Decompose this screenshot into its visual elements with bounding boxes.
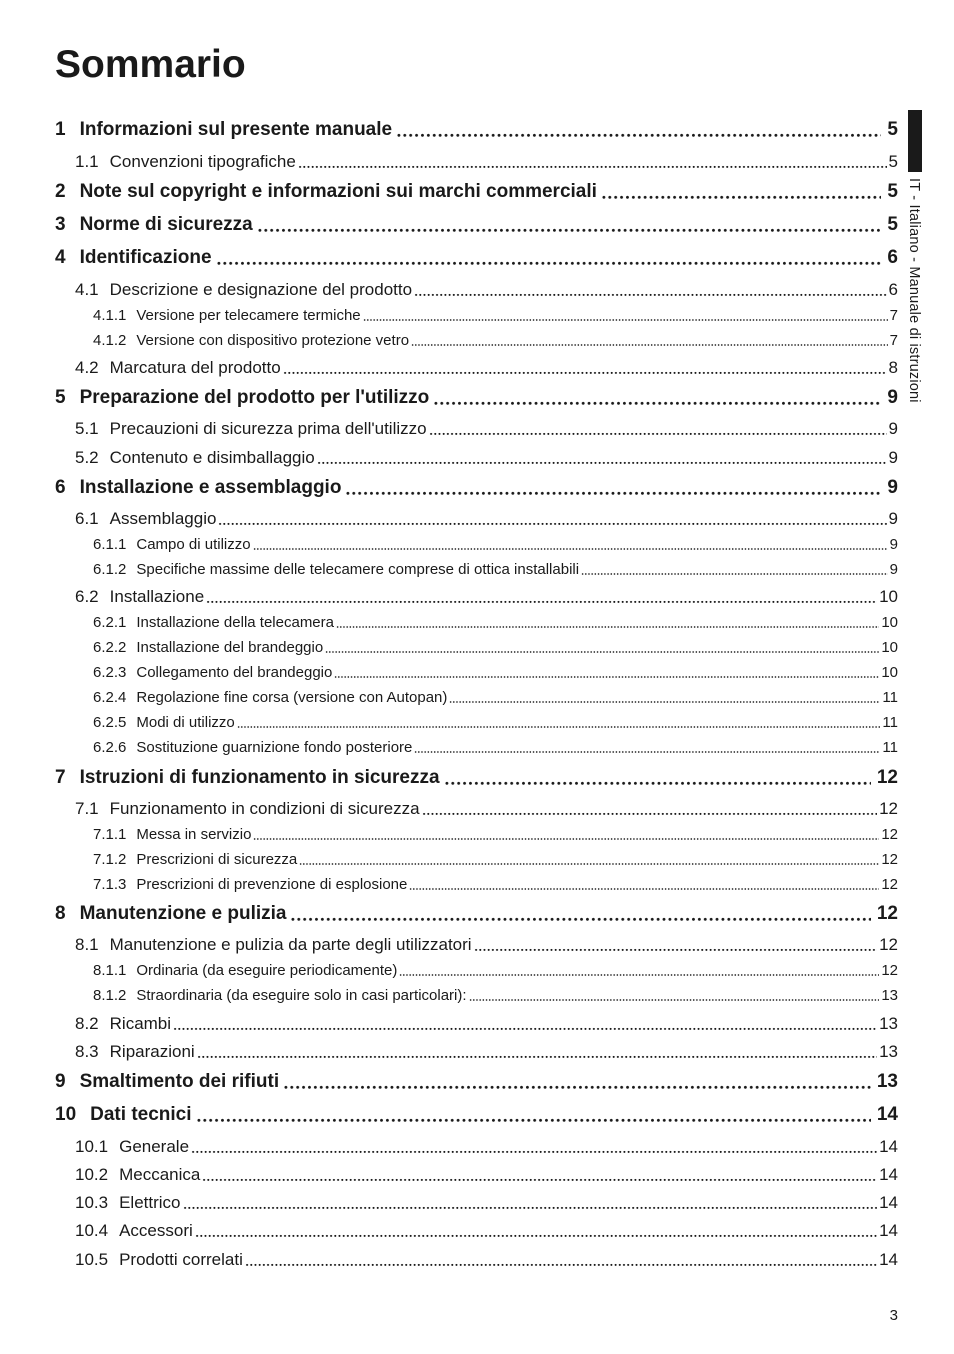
dot-leader — [409, 872, 879, 897]
dot-leader — [601, 176, 882, 208]
toc-chapter-1 — [55, 114, 898, 146]
toc-page-number: 12 — [876, 903, 898, 924]
toc-section-10-5 — [75, 1247, 898, 1273]
toc-subsection-6-2-1 — [93, 610, 898, 635]
toc-number: 6.2.5 — [93, 714, 127, 732]
toc-title: Identificazione — [79, 247, 212, 269]
dot-leader — [196, 1099, 871, 1131]
dot-leader — [183, 1190, 878, 1216]
toc-section-10-1 — [75, 1134, 898, 1160]
toc-title: Smaltimento dei rifiuti — [79, 1071, 280, 1092]
toc-title: Versione con dispositivo protezione vetro — [136, 331, 410, 349]
dot-leader — [298, 149, 887, 175]
toc-number: 5.1 — [75, 419, 99, 439]
toc-number: 4.2 — [75, 357, 99, 377]
toc-number: 7.1.2 — [93, 850, 127, 868]
dot-leader — [581, 557, 888, 582]
toc-page-number: 9 — [889, 536, 898, 553]
toc-title: Generale — [119, 1136, 190, 1156]
toc-page-number: 5 — [887, 180, 898, 202]
toc-title: Dati tecnici — [90, 1104, 192, 1126]
toc-title: Regolazione fine corsa (versione con Autopan) — [136, 689, 448, 707]
toc-page-number: 13 — [881, 987, 898, 1005]
toc-number: 2 — [55, 180, 66, 202]
dot-leader — [173, 1011, 877, 1037]
toc-subsection-7-1-1 — [93, 822, 898, 847]
toc-section-1-1 — [75, 149, 898, 175]
dot-leader — [474, 932, 877, 958]
toc-page-number: 9 — [887, 476, 898, 498]
toc-page-number: 9 — [888, 509, 898, 528]
toc-page-number: 14 — [879, 1249, 898, 1269]
toc-page-number: 12 — [879, 798, 898, 818]
toc-number: 6.2.6 — [93, 739, 127, 757]
toc-number: 6.1 — [75, 509, 99, 528]
dot-leader — [411, 328, 888, 353]
toc-subsection-6-1-1 — [93, 532, 898, 557]
toc-number: 7.1 — [75, 798, 99, 818]
toc-subsection-7-1-3 — [93, 872, 898, 897]
dot-leader — [399, 958, 879, 983]
toc-page-number: 13 — [879, 1041, 898, 1061]
dot-leader — [245, 1247, 877, 1273]
toc-section-10-3 — [75, 1190, 898, 1216]
toc-number: 6.1.1 — [93, 536, 127, 553]
toc-number: 8.1.1 — [93, 962, 127, 980]
toc-number: 4.1 — [75, 279, 99, 299]
dot-leader — [237, 710, 881, 735]
toc-title: Ricambi — [109, 1013, 172, 1033]
toc-section-8-2 — [75, 1011, 898, 1037]
dot-leader — [197, 1039, 877, 1065]
dot-leader — [396, 114, 881, 146]
toc-number: 4.1.2 — [93, 331, 127, 349]
toc-page-number: 14 — [879, 1164, 898, 1184]
toc-page-number: 10 — [881, 664, 898, 682]
toc-section-6-2 — [75, 584, 898, 610]
toc-number: 6.2.4 — [93, 689, 127, 707]
toc-number: 10.5 — [75, 1249, 109, 1269]
dot-leader — [257, 209, 882, 241]
toc-title: Straordinaria (da eseguire solo in casi particolari): — [136, 987, 467, 1005]
dot-leader — [429, 416, 887, 442]
toc-number: 7.1.3 — [93, 875, 127, 893]
toc-number: 5 — [55, 387, 66, 408]
dot-leader — [253, 532, 888, 557]
toc-page-number: 6 — [888, 279, 898, 299]
toc-page-number: 10 — [879, 587, 898, 607]
toc-page-number: 9 — [887, 387, 898, 408]
toc-title: Manutenzione e pulizia da parte degli utilizzatori — [109, 935, 472, 955]
toc-chapter-5 — [55, 382, 898, 414]
toc-title: Manutenzione e pulizia — [79, 903, 287, 924]
toc-subsection-7-1-2 — [93, 847, 898, 872]
page-number: 3 — [889, 1307, 898, 1324]
toc-page-number: 5 — [887, 214, 898, 235]
toc-subsection-6-2-2 — [93, 635, 898, 660]
toc-title: Descrizione e designazione del prodotto — [109, 279, 413, 299]
toc-title: Messa in servizio — [136, 825, 252, 843]
dot-leader — [414, 735, 880, 760]
toc-title: Precauzioni di sicurezza prima dell'utilizzo — [109, 419, 427, 439]
toc-number: 6.1.2 — [93, 561, 127, 578]
toc-title: Installazione — [109, 587, 205, 607]
toc-number: 8.1 — [75, 935, 99, 955]
toc-title: Funzionamento in condizioni di sicurezza — [109, 798, 420, 818]
dot-leader — [317, 445, 887, 471]
toc-number: 1 — [55, 119, 66, 141]
toc-page-number: 7 — [889, 306, 898, 324]
toc-page-number: 8 — [888, 357, 898, 377]
toc-number: 3 — [55, 214, 66, 235]
toc-title: Note sul copyright e informazioni sui marchi commerciali — [79, 180, 597, 202]
dot-leader — [191, 1134, 877, 1160]
toc-page-number: 12 — [881, 962, 898, 980]
toc-section-4-2 — [75, 355, 898, 381]
toc-page-number: 12 — [881, 875, 898, 893]
toc-number: 8.2 — [75, 1013, 99, 1033]
toc-page-number: 5 — [887, 119, 898, 141]
toc-title: Collegamento del brandeggio — [136, 664, 333, 682]
toc-page-number: 14 — [879, 1193, 898, 1212]
toc-section-6-1 — [75, 506, 898, 532]
toc-title: Sostituzione guarnizione fondo posteriore — [136, 739, 413, 757]
toc-page-number: 11 — [882, 689, 898, 707]
toc-number: 6.2.2 — [93, 639, 127, 657]
toc-title: Informazioni sul presente manuale — [79, 119, 393, 141]
toc-title: Contenuto e disimballaggio — [109, 447, 315, 467]
toc-number: 10.4 — [75, 1221, 109, 1241]
toc-title: Installazione e assemblaggio — [79, 476, 342, 498]
toc-chapter-10 — [55, 1099, 898, 1131]
dot-leader — [345, 472, 881, 504]
toc-title: Specifiche massime delle telecamere comprese di ottica installabili — [136, 561, 580, 578]
toc-page-number: 14 — [879, 1221, 898, 1241]
toc-number: 6 — [55, 476, 66, 498]
toc-subsection-6-2-4 — [93, 685, 898, 710]
toc-number: 1.1 — [75, 151, 99, 171]
dot-leader — [206, 584, 877, 610]
toc-title: Prescrizioni di prevenzione di esplosione — [136, 875, 408, 893]
toc-title: Installazione della telecamera — [136, 614, 334, 632]
toc-chapter-8 — [55, 898, 898, 930]
dot-leader — [336, 610, 879, 635]
table-of-contents — [0, 113, 954, 1273]
toc-number: 8.3 — [75, 1041, 99, 1061]
toc-subsection-4-1-1 — [93, 303, 898, 328]
toc-title: Marcatura del prodotto — [109, 357, 281, 377]
dot-leader — [469, 983, 880, 1008]
toc-page-number: 13 — [876, 1071, 898, 1092]
toc-section-8-3 — [75, 1039, 898, 1065]
toc-number: 8 — [55, 903, 66, 924]
toc-number: 5.2 — [75, 447, 99, 467]
toc-subsection-6-2-6 — [93, 735, 898, 760]
toc-page-number: 11 — [882, 739, 898, 757]
dot-leader — [283, 355, 887, 381]
toc-number: 6.2 — [75, 587, 99, 607]
toc-number: 10.2 — [75, 1164, 109, 1184]
dot-leader — [422, 796, 877, 822]
toc-number: 6.2.1 — [93, 614, 127, 632]
side-tab-label: IT - Italiano - Manuale di istruzioni — [906, 178, 922, 403]
toc-subsection-6-2-5 — [93, 710, 898, 735]
dot-leader — [202, 1162, 877, 1188]
toc-title: Assemblaggio — [109, 509, 217, 528]
toc-number: 10 — [55, 1104, 77, 1126]
page-title: Sommario — [55, 43, 246, 86]
toc-subsection-6-2-3 — [93, 660, 898, 685]
toc-page-number: 12 — [881, 825, 898, 843]
toc-section-5-1 — [75, 416, 898, 442]
dot-leader — [195, 1218, 877, 1244]
toc-title: Campo di utilizzo — [136, 536, 251, 553]
toc-page-number: 6 — [887, 247, 898, 269]
toc-title: Prescrizioni di sicurezza — [136, 850, 298, 868]
toc-title: Preparazione del prodotto per l'utilizzo — [79, 387, 430, 408]
toc-title: Installazione del brandeggio — [136, 639, 324, 657]
dot-leader — [325, 635, 879, 660]
dot-leader — [290, 898, 870, 930]
toc-number: 10.3 — [75, 1193, 109, 1212]
toc-page-number: 5 — [888, 151, 898, 171]
dot-leader — [444, 762, 871, 794]
toc-chapter-6 — [55, 472, 898, 504]
toc-title: Prodotti correlati — [119, 1249, 243, 1269]
toc-title: Elettrico — [119, 1193, 181, 1212]
toc-number: 10.1 — [75, 1136, 109, 1156]
toc-subsection-4-1-2 — [93, 328, 898, 353]
toc-page-number: 10 — [881, 639, 898, 657]
toc-page-number: 9 — [888, 447, 898, 467]
toc-title: Istruzioni di funzionamento in sicurezza — [79, 766, 440, 788]
toc-page-number: 9 — [888, 419, 898, 439]
toc-number: 9 — [55, 1071, 66, 1092]
dot-leader — [253, 822, 879, 847]
toc-page-number: 13 — [879, 1013, 898, 1033]
dot-leader — [283, 1066, 871, 1098]
toc-title: Convenzioni tipografiche — [109, 151, 296, 171]
toc-title: Ordinaria (da eseguire periodicamente) — [136, 962, 398, 980]
toc-number: 8.1.2 — [93, 987, 127, 1005]
toc-page-number: 7 — [889, 331, 898, 349]
toc-title: Norme di sicurezza — [79, 214, 253, 235]
dot-leader — [449, 685, 880, 710]
toc-section-10-4 — [75, 1218, 898, 1244]
dot-leader — [363, 303, 888, 328]
toc-chapter-7 — [55, 762, 898, 794]
toc-chapter-9 — [55, 1066, 898, 1098]
toc-page-number: 14 — [876, 1104, 898, 1126]
toc-section-7-1 — [75, 796, 898, 822]
toc-page-number: 10 — [881, 614, 898, 632]
toc-chapter-4 — [55, 242, 898, 274]
toc-number: 4 — [55, 247, 66, 269]
dot-leader — [216, 242, 882, 274]
toc-page-number: 9 — [889, 561, 898, 578]
toc-section-8-1 — [75, 932, 898, 958]
dot-leader — [433, 382, 881, 414]
toc-section-10-2 — [75, 1162, 898, 1188]
toc-section-4-1 — [75, 277, 898, 303]
toc-number: 6.2.3 — [93, 664, 127, 682]
toc-title: Modi di utilizzo — [136, 714, 235, 732]
toc-subsection-6-1-2 — [93, 557, 898, 582]
dot-leader — [414, 277, 886, 303]
toc-number: 4.1.1 — [93, 306, 127, 324]
toc-page-number: 12 — [879, 935, 898, 955]
toc-title: Accessori — [119, 1221, 193, 1241]
toc-page-number: 14 — [879, 1136, 898, 1156]
toc-number: 7 — [55, 766, 66, 788]
toc-subsection-8-1-2 — [93, 983, 898, 1008]
dot-leader — [299, 847, 879, 872]
dot-leader — [334, 660, 879, 685]
toc-chapter-3 — [55, 209, 898, 241]
toc-title: Versione per telecamere termiche — [136, 306, 361, 324]
toc-subsection-8-1-1 — [93, 958, 898, 983]
toc-number: 7.1.1 — [93, 825, 127, 843]
toc-page-number: 11 — [882, 714, 898, 732]
toc-page-number: 12 — [881, 850, 898, 868]
toc-page-number: 12 — [876, 766, 898, 788]
toc-chapter-2 — [55, 176, 898, 208]
toc-section-5-2 — [75, 445, 898, 471]
toc-title: Riparazioni — [109, 1041, 195, 1061]
toc-title: Meccanica — [119, 1164, 201, 1184]
dot-leader — [218, 506, 886, 532]
